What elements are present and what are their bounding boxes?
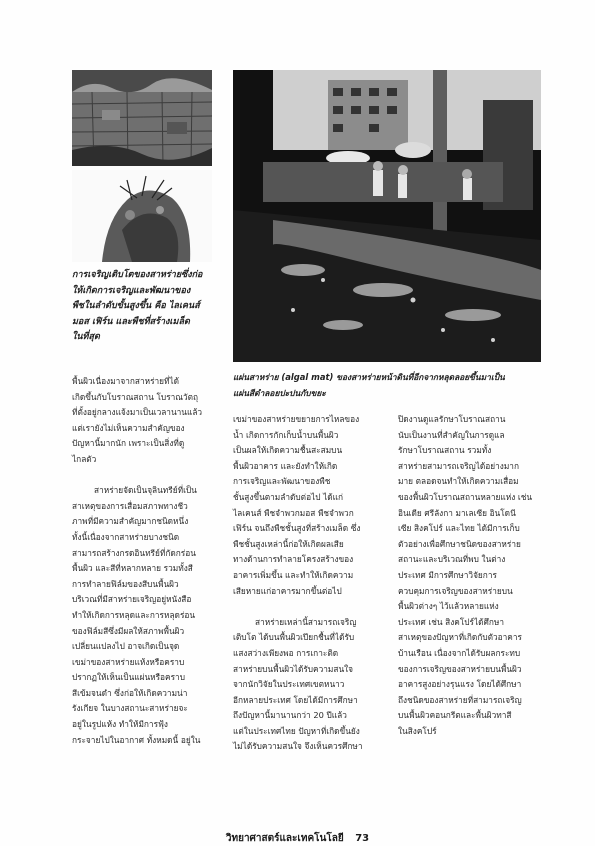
body-line: สถานะและบริเวณที่พบ ในต่าง: [398, 554, 506, 565]
body-line: เติบโต ได้บนพื้นผิวเปียกชื้นที่ได้รับ: [233, 632, 355, 643]
body-line: รักษาโบราณสถาน รวมทั้ง: [398, 445, 492, 456]
body-line: ปัญหานี้มากนัก เพราะเป็นสิ่งที่ดู: [72, 438, 185, 449]
body-line: เฟิร์น จนถึงพืชชั้นสูงที่สร้างเมล็ด ซึ่ง: [233, 523, 361, 534]
journal-name: วิทยาศาสตร์และเทคโนโลยี: [225, 833, 344, 844]
body-line: น้ำ เกิดการกักเก็บน้ำบนพื้นผิว: [233, 429, 339, 440]
body-line: สาเหตุของการเสื่อมสภาพทางชีว: [72, 500, 188, 511]
photo-stone-wall: [72, 70, 212, 166]
body-line: สาหร่ายเหล่านี้สามารถเจริญ: [255, 616, 357, 627]
text-column-2: [233, 412, 378, 755]
body-line: บ้านเรือน เนื่องจากได้รับผลกระทบ: [398, 647, 521, 658]
body-line: ถึงปัญหานี้มานานกว่า 20 ปีแล้ว: [233, 710, 347, 721]
body-line: ทำให้เกิดการหลุดและการหลุดร่อน: [72, 609, 196, 620]
text-column-1: [72, 374, 212, 748]
body-line: ไกลตัว: [72, 453, 97, 464]
body-line: ของฟิล์มสีซึ่งมีผลให้สภาพพื้นผิว: [72, 625, 185, 636]
body-line: พื้นผิว และสีที่หลากหลาย รวมทั้งสี: [72, 563, 193, 574]
body-line: สาหร่ายจัดเป็นจุลินทรีย์ที่เป็น: [94, 485, 197, 496]
body-line: เกิดขึ้นกับโบราณสถาน โบราณวัตถุ: [72, 391, 199, 402]
photo-plants-on-stone: [72, 170, 212, 262]
body-line: ไม่ได้รับความสนใจ จึงเห็นควรศึกษา: [233, 741, 363, 752]
body-line: ไลเคนส์ พืชจำพวกมอส พืชจำพวก: [233, 507, 354, 518]
body-line: [233, 599, 378, 615]
body-line: พื้นผิวอาคาร และยังทำให้เกิด: [233, 460, 338, 471]
body-line: ประเทศ เช่น สิงคโปร์ได้ศึกษา: [398, 616, 504, 627]
body-line: สาหร่ายสามารถเจริญได้อย่างมาก: [398, 460, 519, 471]
body-line: ทางด้านการทำลายโครงสร้างของ: [233, 554, 354, 565]
body-line: ปิดงานดูแลรักษาโบราณสถาน: [398, 414, 506, 424]
body-line: อยู่ในรูปแห้ง ทำให้มีการฟุ้ง: [72, 719, 168, 730]
body-line: การเจริญและพัฒนาของพืช: [233, 476, 331, 487]
body-line: เป็นผลให้เกิดความชื้นสะสมบน: [233, 445, 343, 456]
caption-line: ให้เกิดการเจริญและพัฒนาของ: [72, 285, 191, 296]
body-line: นับเป็นงานที่สำคัญในการดูแล: [398, 429, 505, 440]
body-line: ที่ตั้งอยู่กลางแจ้งมาเป็นเวลานานแล้ว: [72, 407, 203, 418]
body-line: [72, 468, 212, 484]
body-line: เปลี่ยนแปลงไป อาจเกิดเป็นจุด: [72, 641, 180, 652]
text-column-3: [398, 412, 543, 739]
body-line: ประเทศ มีการศึกษาวิจัยการ: [398, 569, 497, 580]
body-line: อาคารสูงอย่างรุนแรง โดยได้ศึกษา: [398, 679, 522, 690]
body-line: ถึงชนิดของสาหร่ายที่สามารถเจริญ: [398, 694, 522, 705]
body-line: ทั้งนี้เนื่องจากสาหร่ายบางชนิด: [72, 531, 180, 542]
body-line: เขม่าของสาหร่ายขยายการไหลของ: [233, 414, 360, 424]
body-line: อาคารเพิ่มขึ้น และทำให้เกิดความ: [233, 569, 354, 580]
body-line: รังเกียจ ในบางสถานะสาหร่ายจะ: [72, 703, 188, 714]
body-line: อินเดีย ศรีลังกา มาเลเซีย อินโดนี: [398, 507, 516, 518]
caption-line: พืชในลำดับขั้นสูงขึ้น คือ ไลเคนส์: [72, 301, 200, 311]
body-line: พื้นผิวต่างๆ ไว้แล้วหลายแห่ง: [398, 601, 499, 612]
body-line: แต่ในประเทศไทย ปัญหาที่เกิดขึ้นยัง: [233, 725, 360, 736]
body-line: เซีย สิงคโปร์ และไทย ได้มีการเก็บ: [398, 523, 520, 534]
body-line: ชั้นสูงขึ้นตามลำดับต่อไป ได้แก่: [233, 491, 344, 502]
caption-line: การเจริญเติบโตของสาหร่ายซึ่งก่อ: [72, 270, 203, 280]
photo-algal-mat-canal: [233, 70, 541, 362]
body-line: ของพื้นผิวโบราณสถานหลายแห่ง เช่น: [398, 491, 533, 502]
body-line: สามารถสร้างกรดอินทรีย์ที่กัดกร่อน: [72, 547, 196, 558]
body-line: ในสิงคโปร์: [398, 725, 437, 736]
body-line: ตัวอย่างเพื่อศึกษาชนิดของสาหร่าย: [398, 538, 521, 549]
body-line: เสียหายแก่อาคารมากขึ้นต่อไป: [233, 585, 342, 596]
body-line: พืชชั้นสูงเหล่านี้ก่อให้เกิดผลเสีย: [233, 538, 344, 549]
caption-line: แผ่นสาหร่าย (algal mat) ของสาหร่ายหน้าดินที่อีกจากหลุดลอยขึ้นมาเป็น: [233, 372, 505, 382]
body-line: มาย ตลอดจนทำให้เกิดความเสื่อม: [398, 476, 519, 487]
caption-line: แผ่นสีดำลอยปะปนกับขยะ: [233, 387, 326, 398]
body-line: สาหร่ายบนพื้นผิวได้รับความสนใจ: [233, 663, 354, 674]
caption-line: ในที่สุด: [72, 332, 100, 342]
body-line: แสงสว่างเพียงพอ การเกาะติด: [233, 647, 339, 658]
body-line: ของการเจริญของสาหร่ายบนพื้นผิว: [398, 663, 522, 674]
body-line: บริเวณที่มีสาหร่ายเจริญอยู่หนังสือ: [72, 594, 192, 605]
right-photo-caption: [233, 370, 543, 401]
body-line: อีกหลายประเทศ โดยได้มีการศึกษา: [233, 694, 358, 705]
body-line: เขม่าของสาหร่ายแห้งหรือคราบ: [72, 656, 185, 667]
body-line: การทำลายฟิล์มของสีบนพื้นผิว: [72, 578, 179, 589]
page-footer: [0, 831, 595, 846]
body-line: พื้นผิวเนื่องมาจากสาหร่ายที่ได้: [72, 376, 180, 386]
body-line: ควบคุมการเจริญของสาหร่ายบน: [398, 585, 513, 596]
body-line: จากนักวิจัยในประเทศเขตหนาว: [233, 679, 345, 690]
body-line: สีเข้มจนดำ ซึ่งก่อให้เกิดความน่า: [72, 687, 188, 698]
body-line: สาเหตุของปัญหาที่เกิดกับตัวอาคาร: [398, 632, 522, 643]
body-line: บนพื้นผิวคอนกรีตและพื้นผิวทาสี: [398, 710, 512, 721]
body-line: แต่เรายังไม่เห็นความสำคัญของ: [72, 422, 185, 433]
body-line: ภาพที่มีความสำคัญมากชนิดหนึ่ง: [72, 516, 189, 527]
caption-line: มอส เฟิร์น และพืชที่สร้างเมล็ด: [72, 316, 190, 327]
page-number: 73: [355, 833, 370, 844]
body-line: กระจายไปในอากาศ ทั้งหมดนี้ อยู่ใน: [72, 734, 201, 745]
left-photo-caption: [72, 268, 212, 346]
body-line: ปรากฏให้เห็นเป็นแผ่นหรือคราบ: [72, 672, 185, 683]
